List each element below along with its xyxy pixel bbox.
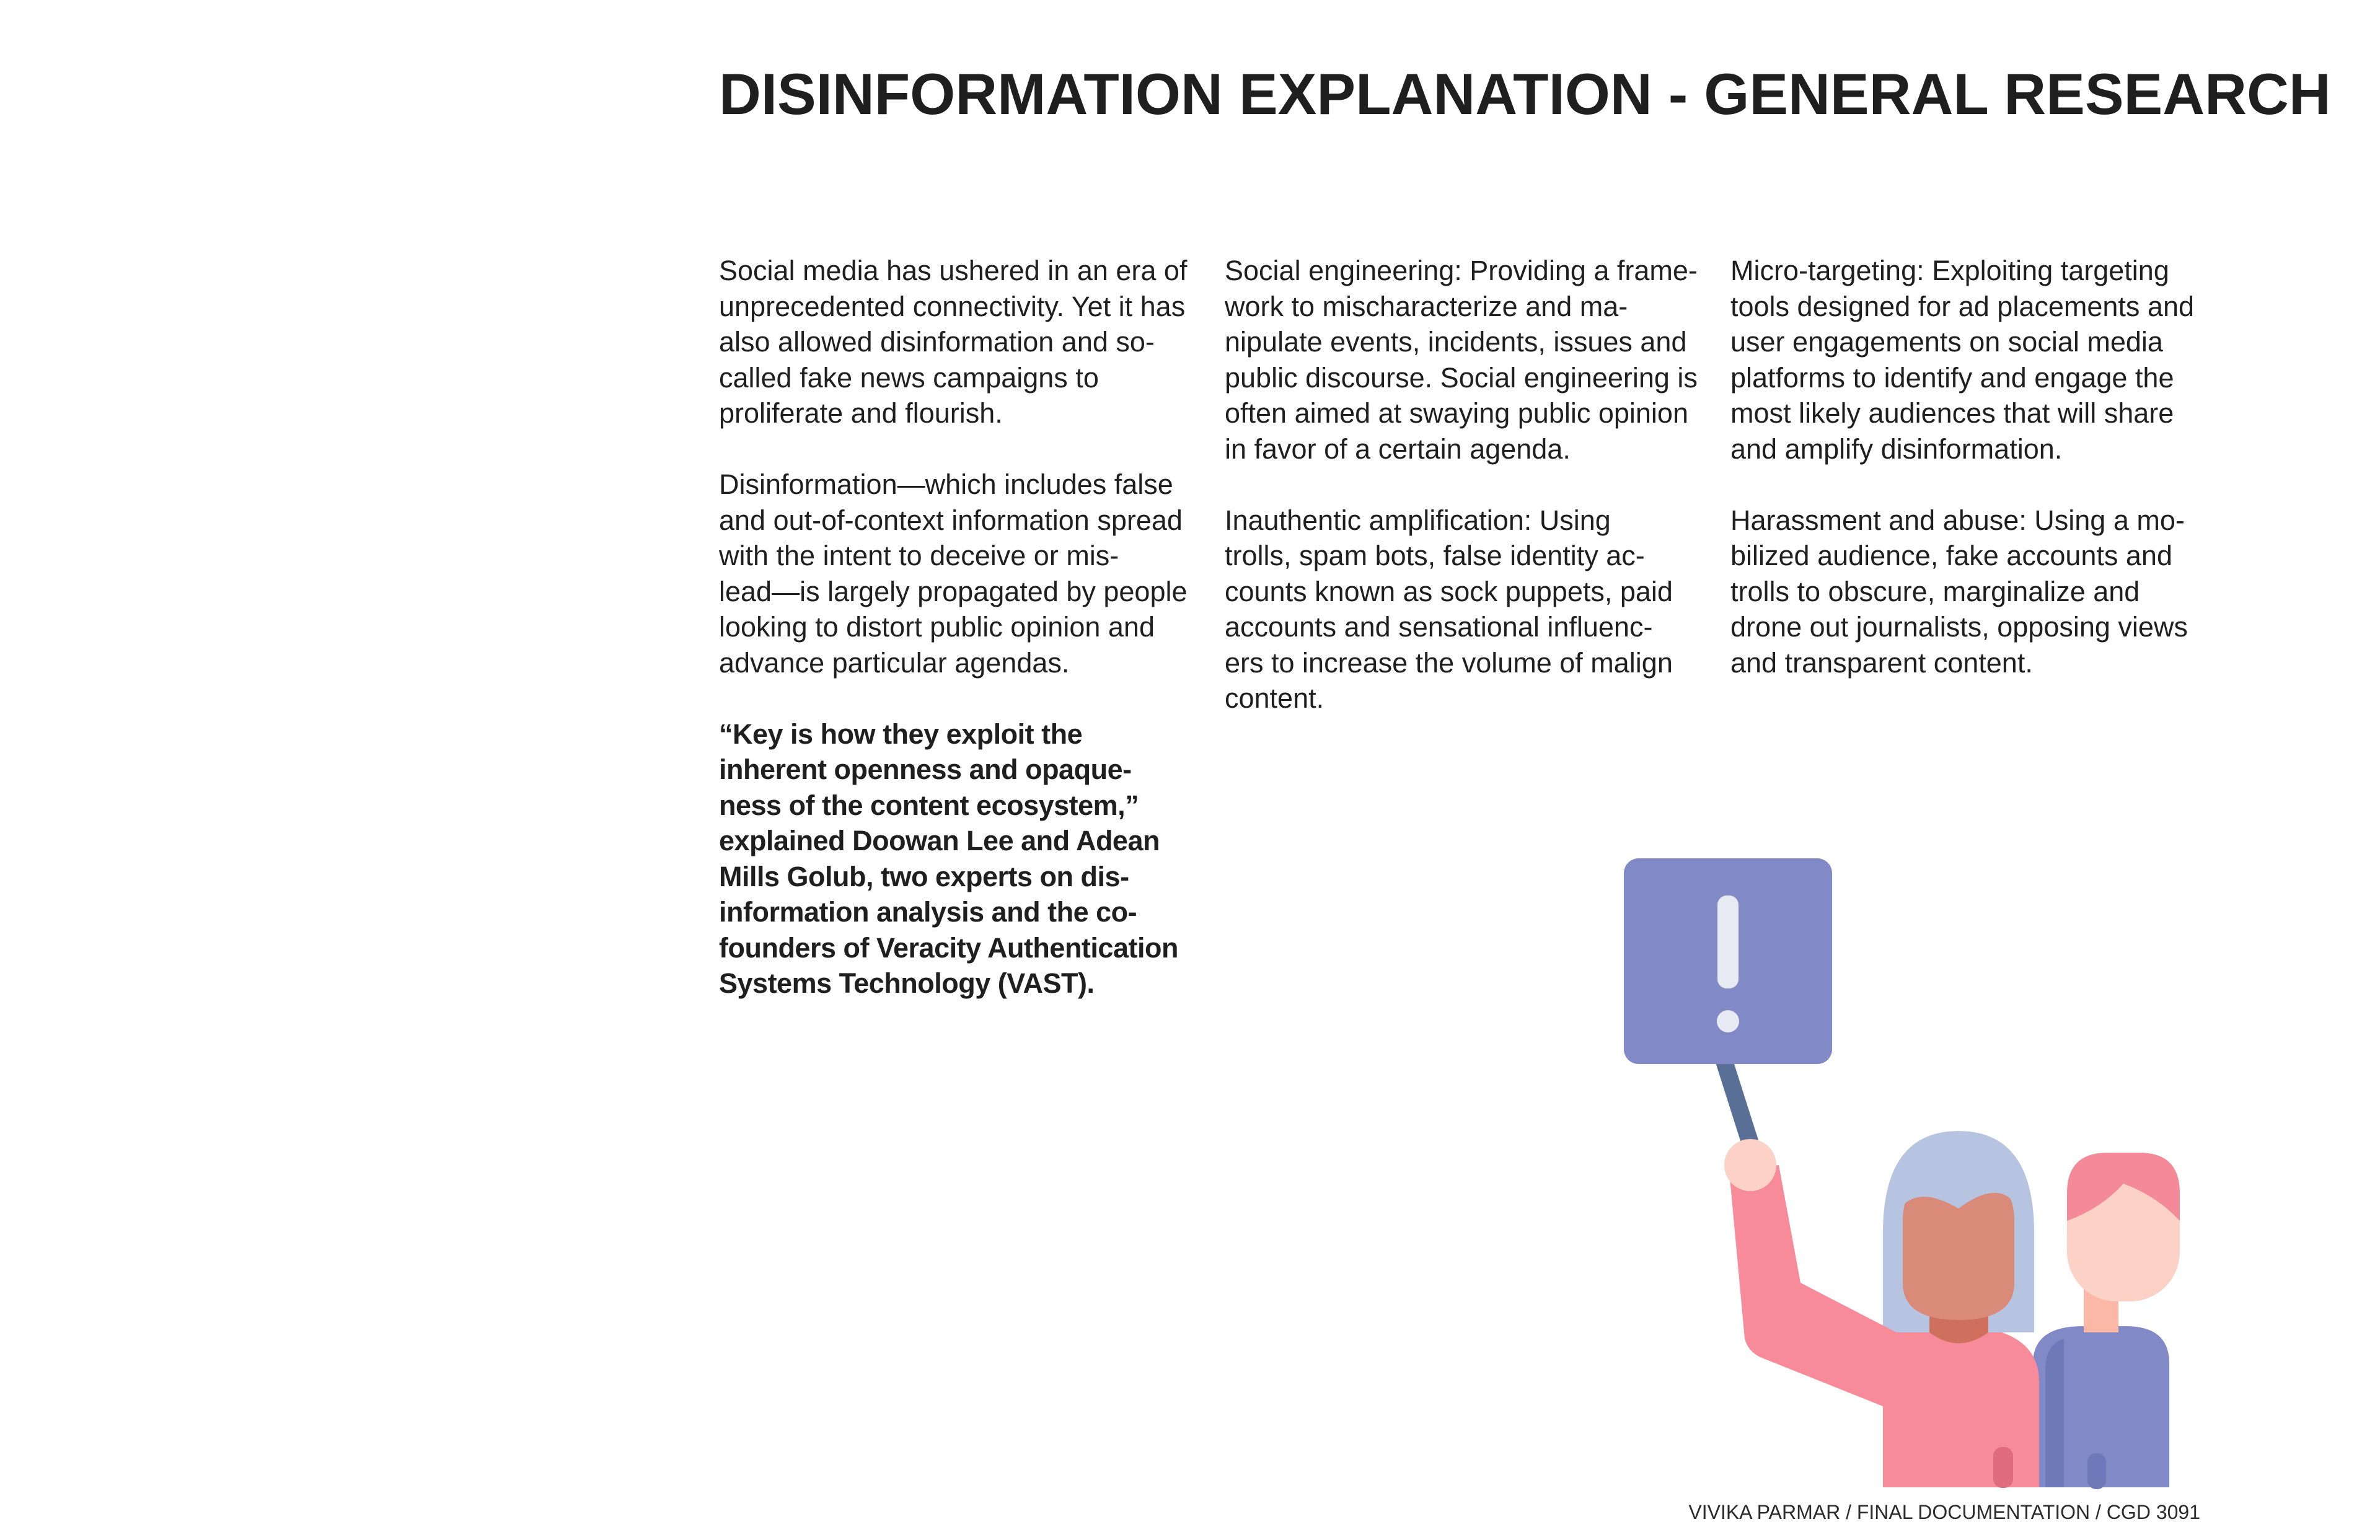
text-column-1: [719, 253, 1202, 1037]
harassment-paragraph: Harassment and abuse: Using a mo- bilized audience, fake accounts and trolls to obscure, marginalize and drone out journalists, opposing views and transparent content.: [1730, 504, 2188, 679]
disinformation-definition-paragraph: Disinformation—which includes false and out-of-context information spread with the intent to deceive or mis- lead—is largely propagated by people looking to distort public opinion and advance particular agendas.: [719, 469, 1188, 679]
footer-credit: VIVIKA PARMAR / FINAL DOCUMENTATION / CGD 3091: [1688, 1501, 2200, 1523]
text-column-2: [1225, 253, 1708, 752]
intro-paragraph: Social media has ushered in an era of unprecedented connectivity. Yet it has also allowed disinformation and so- called fake news campaigns to proliferate and flourish.: [719, 255, 1188, 429]
social-engineering-paragraph: Social engineering: Providing a frame- work to mischaracterize and ma- nipulate events, incidents, issues and public discourse. Social engineering is often aimed at swaying public opinion in favor of a certain agenda.: [1225, 255, 1698, 465]
text-column-3: [1730, 253, 2214, 716]
inauthentic-amplification-paragraph: Inauthentic amplification: Using trolls, spam bots, false identity ac- counts known as sock puppets, paid accounts and sensational influenc- ers to increase the volume of malign content.: [1225, 504, 1673, 714]
expert-quote: “Key is how they exploit the inherent openness and opaque- ness of the content ecosystem,” explained Doowan Lee and Adean Mills Golub, two experts on dis- information analysis and the co- founders of Veracity Authentication Systems Technology (VAST).: [719, 718, 1178, 999]
man-figure: [2033, 1153, 2180, 1489]
protest-illustration: [1611, 849, 2281, 1494]
woman-figure: [1883, 1128, 2039, 1488]
page-title: DISINFORMATION EXPLANATION - GENERAL RESEARCH: [719, 61, 2331, 126]
warning-sign: [1624, 858, 1832, 1064]
exclamation-icon: [1717, 895, 1739, 988]
micro-targeting-paragraph: Micro-targeting: Exploiting targeting tools designed for ad placements and user engagements on social media platforms to identify and engage the most likely audiences that will share and amplify disinformation.: [1730, 255, 2194, 465]
raised-arm: [1724, 1139, 1897, 1407]
